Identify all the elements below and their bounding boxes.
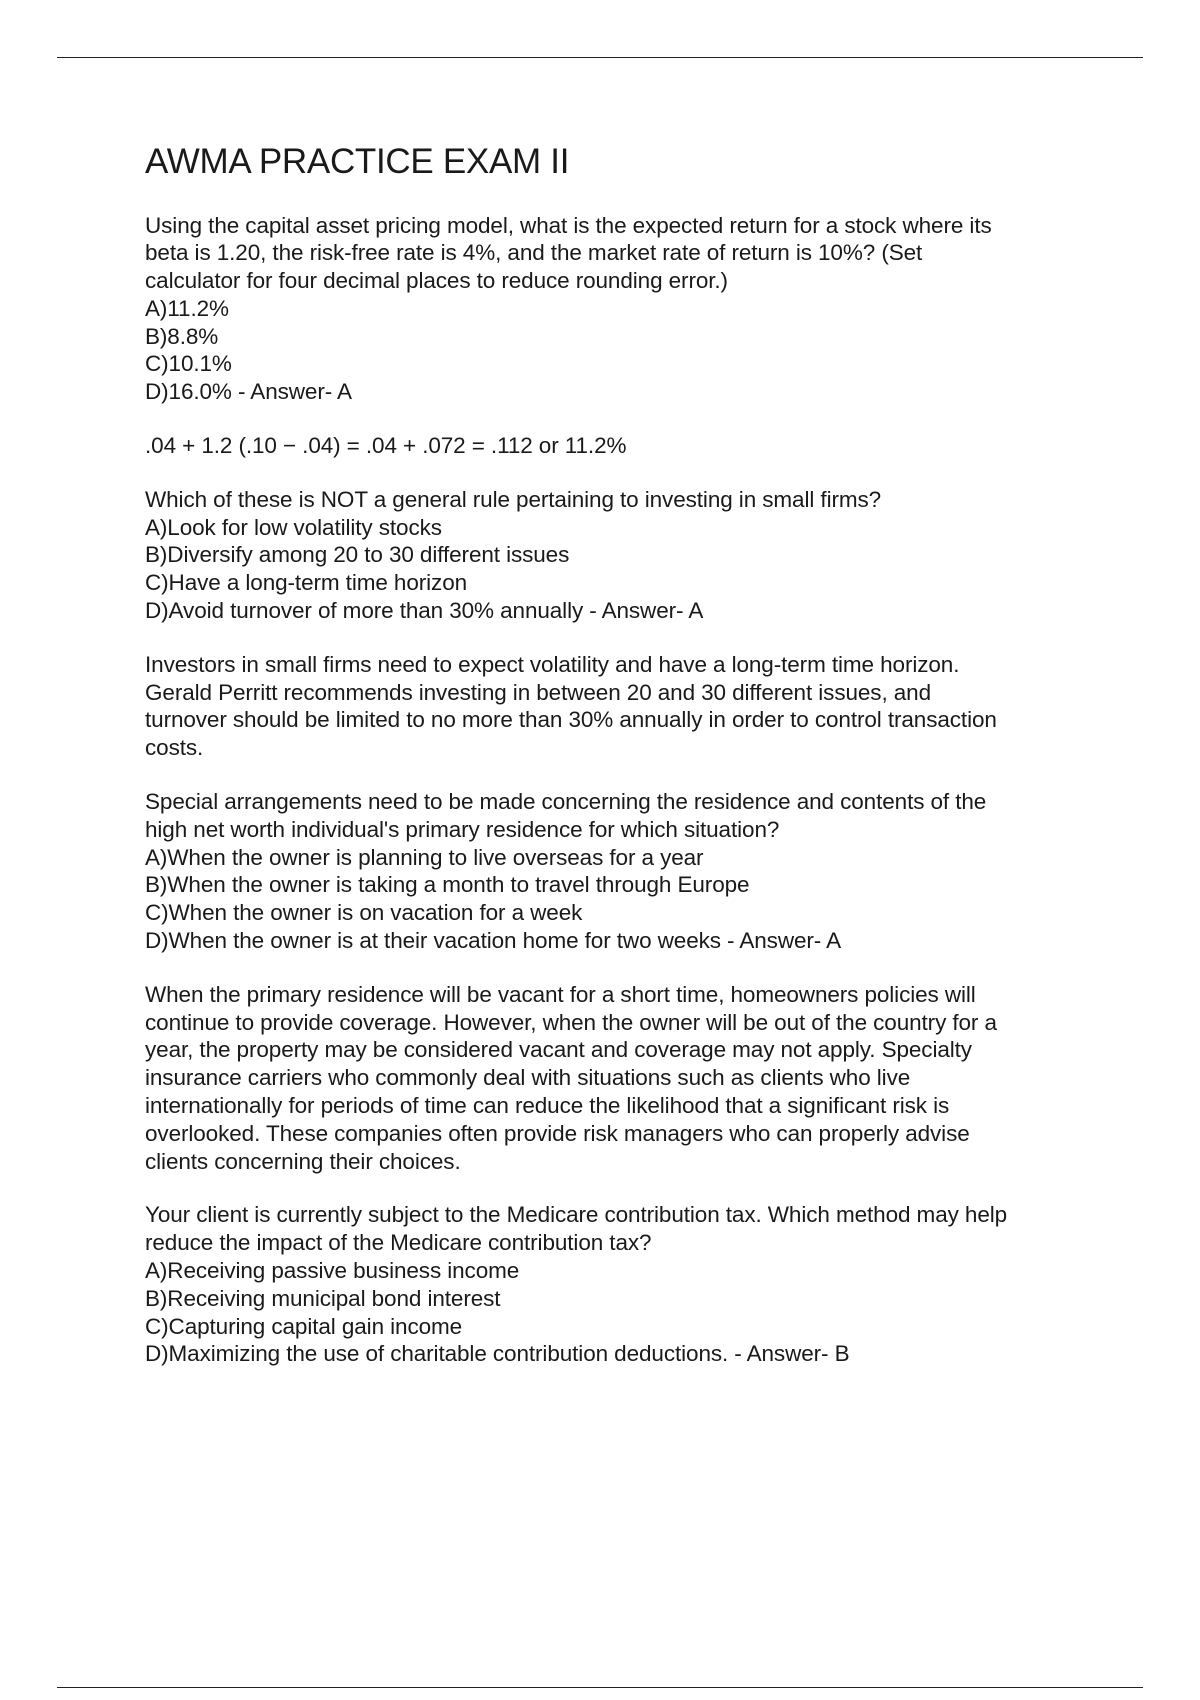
question-3 <box>145 788 1105 955</box>
explanation-text: continue to provide coverage. However, when the owner will be out of the country for a <box>145 1009 997 1035</box>
explanation-text: internationally for periods of time can reduce the likelihood that a significant risk is <box>145 1093 950 1119</box>
explanation-text: insurance carriers who commonly deal with situations such as clients who live <box>145 1065 911 1091</box>
explanation-text: overlooked. These companies often provide risk managers who can properly advise <box>145 1120 970 1146</box>
question-text: Which of these is NOT a general rule pertaining to investing in small firms? <box>145 486 882 512</box>
question-4 <box>145 1201 1105 1368</box>
answer-option-a: A)11.2% <box>145 295 229 321</box>
question-1 <box>145 212 1105 407</box>
question-text: Your client is currently subject to the Medicare contribution tax. Which method may help <box>145 1202 1008 1228</box>
answer-option-b: B)When the owner is taking a month to travel through Europe <box>145 872 750 898</box>
answer-option-c: C)Capturing capital gain income <box>145 1313 463 1339</box>
answer-option-d: D)When the owner is at their vacation home for two weeks - Answer- A <box>145 928 841 954</box>
explanation-text: When the primary residence will be vacant for a short time, homeowners policies will <box>145 981 976 1007</box>
question-2 <box>145 486 1105 625</box>
document-title: AWMA PRACTICE EXAM II <box>145 142 570 181</box>
explanation-text: year, the property may be considered vacant and coverage may not apply. Specialty <box>145 1037 972 1063</box>
document-body <box>145 143 1105 1368</box>
explanation-text: clients concerning their choices. <box>145 1148 461 1174</box>
answer-option-d: D)Maximizing the use of charitable contribution deductions. - Answer- B <box>145 1341 850 1367</box>
explanation-text: Investors in small firms need to expect volatility and have a long-term time horizon. <box>145 651 960 677</box>
question-text: Special arrangements need to be made concerning the residence and contents of the <box>145 789 987 815</box>
explanation-text: costs. <box>145 735 204 761</box>
question-text: beta is 1.20, the risk-free rate is 4%, and the market rate of return is 10%? (Set <box>145 240 923 266</box>
explanation-2 <box>145 651 1105 762</box>
question-text: high net worth individual's primary residence for which situation? <box>145 816 780 842</box>
question-text: calculator for four decimal places to reduce rounding error.) <box>145 268 728 294</box>
answer-option-a: A)Receiving passive business income <box>145 1258 520 1283</box>
footer-rule <box>57 1687 1143 1688</box>
question-text: Using the capital asset pricing model, what is the expected return for a stock where its <box>145 212 992 238</box>
answer-option-d: D)Avoid turnover of more than 30% annually - Answer- A <box>145 598 704 624</box>
answer-option-b: B)8.8% <box>145 323 219 349</box>
explanation-3 <box>145 981 1105 1176</box>
explanation-text: .04 + 1.2 (.10 − .04) = .04 + .072 = .112 or 11.2% <box>145 433 627 459</box>
answer-option-c: C)Have a long-term time horizon <box>145 570 468 596</box>
answer-option-c: C)When the owner is on vacation for a week <box>145 900 583 926</box>
explanation-text: Gerald Perritt recommends investing in between 20 and 30 different issues, and <box>145 679 931 705</box>
answer-option-c: C)10.1% <box>145 351 232 377</box>
answer-option-d: D)16.0% - Answer- A <box>145 379 352 405</box>
answer-option-a: A)When the owner is planning to live overseas for a year <box>145 844 704 870</box>
explanation-text: turnover should be limited to no more than 30% annually in order to control transaction <box>145 707 997 733</box>
explanation-1 <box>145 432 1105 460</box>
header-rule <box>57 57 1143 58</box>
answer-option-a: A)Look for low volatility stocks <box>145 514 442 540</box>
question-text: reduce the impact of the Medicare contribution tax? <box>145 1230 652 1256</box>
answer-option-b: B)Receiving municipal bond interest <box>145 1285 501 1311</box>
answer-option-b: B)Diversify among 20 to 30 different issues <box>145 542 570 568</box>
